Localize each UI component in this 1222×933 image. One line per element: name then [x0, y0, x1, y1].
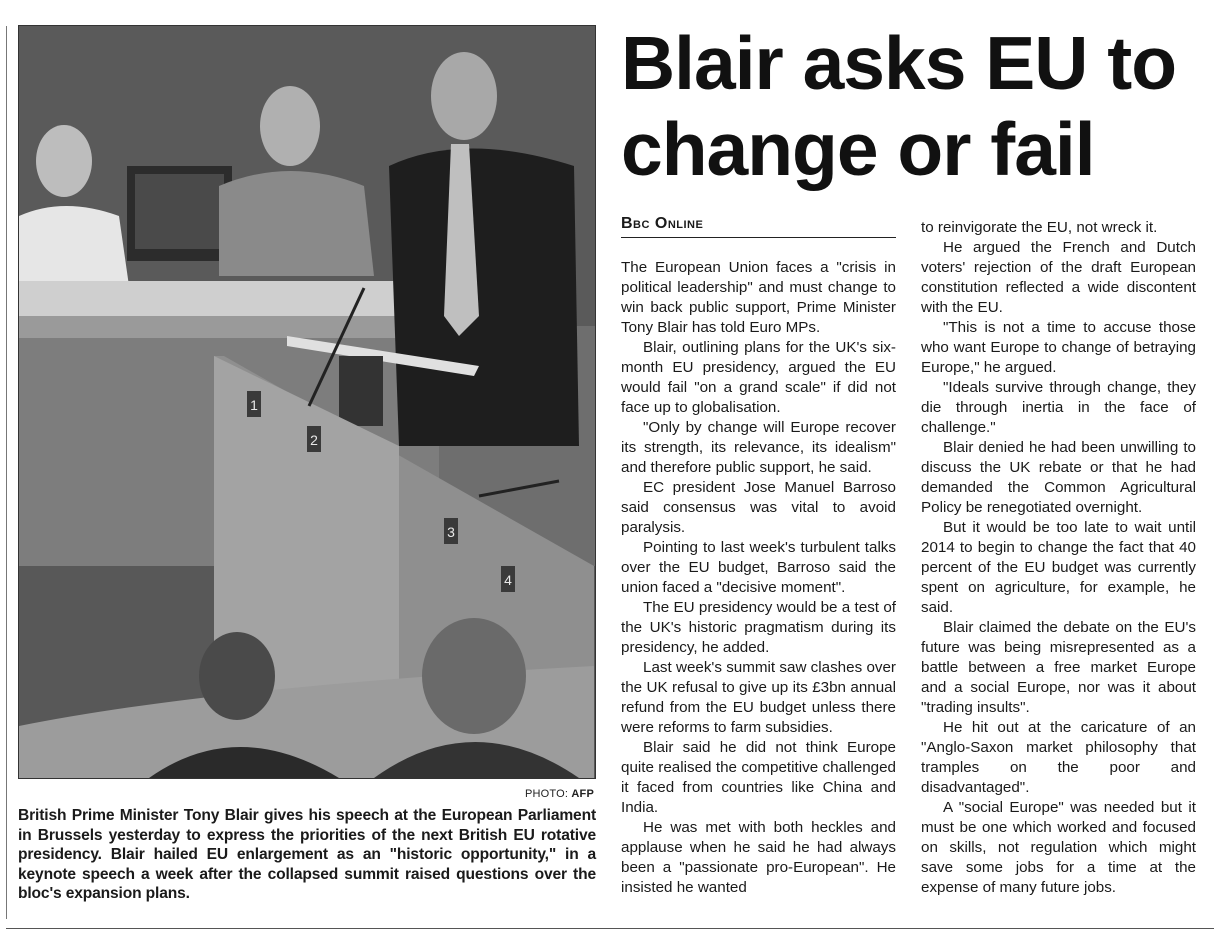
paragraph: He argued the French and Dutch voters' rejection of the draft European constitution reflected a wide discontent with the EU.: [921, 239, 1196, 316]
photo-credit: [500, 788, 594, 800]
headline: Blair asks EU to change or fail: [621, 21, 1177, 191]
paragraph: He hit out at the caricature of an "Anglo-Saxon market philosophy that tramples on the poor and disadvantaged".: [921, 719, 1196, 796]
photo-credit-prefix: PHOTO:: [524, 788, 572, 800]
article-column-1: [621, 258, 896, 898]
paragraph: He was met with both heckles and applause when he said he had always been a "passionate pro-European". He insisted he wanted: [621, 819, 896, 896]
byline: Bbc Online: [621, 215, 896, 238]
paragraph: EC president Jose Manuel Barroso said consensus was vital to avoid paralysis.: [621, 479, 896, 536]
bottom-page-rule: [6, 928, 1214, 929]
paragraph: "This is not a time to accuse those who want Europe to change of betraying Europe," he argued.: [921, 319, 1196, 376]
paragraph: to reinvigorate the EU, not wreck it.: [921, 219, 1158, 236]
paragraph: A "social Europe" was needed but it must be one which worked and focused on skills, not regulation which might save some jobs for a time at the expense of many future jobs.: [921, 799, 1196, 896]
paragraph: Last week's summit saw clashes over the UK refusal to give up its £3bn annual refund from the EU budget unless there were reforms to farm subsidies.: [621, 659, 896, 736]
paragraph: "Only by change will Europe recover its strength, its relevance, its idealism" and therefore public support, he said.: [621, 419, 896, 476]
seat-number: 2: [310, 432, 318, 448]
photo-caption: British Prime Minister Tony Blair gives his speech at the European Parliament in Brussels yesterday to express the priorities of the next British EU rotative presidency. Blair hailed EU enlargement as an "historic opportunity," in a keynote speech a week after the collapsed summit raised questions over the bloc's expansion plans.: [18, 807, 596, 903]
paragraph: Blair, outlining plans for the UK's six-month EU presidency, argued the EU would fail "on a grand scale" if did not face up to globalisation.: [621, 339, 896, 416]
seat-number: 3: [447, 524, 455, 540]
article-column-2: [921, 218, 1196, 898]
paragraph: Blair denied he had been unwilling to discuss the UK rebate or that he had demanded the Common Agricultural Policy be renegotiated overnight.: [921, 439, 1196, 516]
paragraph: The European Union faces a "crisis in political leadership" and must change to win back public support, Prime Minister Tony Blair has told Euro MPs.: [621, 259, 896, 336]
seat-number: 1: [250, 397, 258, 413]
photo-credit-source: AFP: [571, 788, 594, 800]
paragraph: The EU presidency would be a test of the UK's historic pragmatism during its presidency, he added.: [621, 599, 896, 656]
news-photo-illustration: [19, 26, 595, 778]
left-column-rule: [6, 26, 7, 919]
paragraph: Blair claimed the debate on the EU's future was being misrepresented as a battle between a free market Europe and a social Europe, nor was it about "trading insults".: [921, 619, 1196, 716]
paragraph: But it would be too late to wait until 2014 to begin to change the fact that 40 percent of the EU budget was currently spent on agriculture, for example, he said.: [921, 519, 1196, 616]
paragraph: Blair said he did not think Europe quite realised the competitive challenged it faced from countries like China and India.: [621, 739, 896, 816]
paragraph: "Ideals survive through change, they die through inertia in the face of challenge.": [921, 379, 1196, 436]
seat-number: 4: [504, 572, 512, 588]
news-photo: [18, 25, 596, 779]
paragraph: Pointing to last week's turbulent talks over the EU budget, Barroso said the union faced a "decisive moment".: [621, 539, 896, 596]
